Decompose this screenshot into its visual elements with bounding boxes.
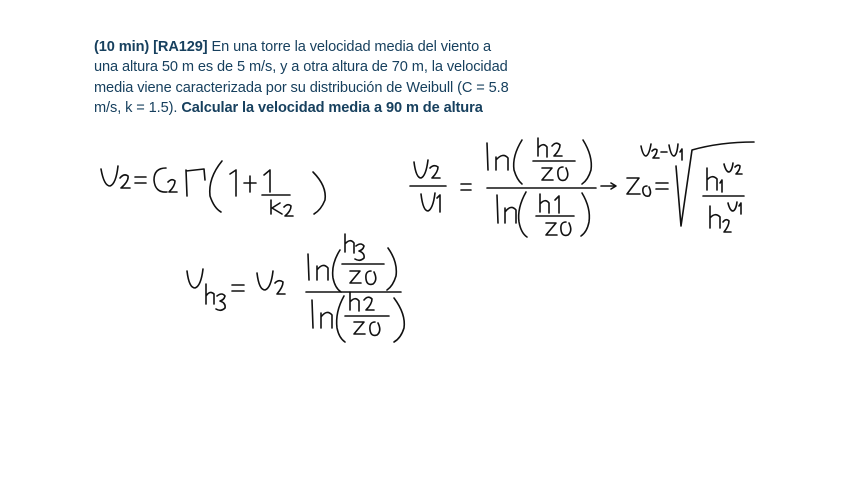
problem-time: (10 min) [94, 39, 150, 55]
problem-code: [RA129] [153, 39, 208, 55]
handwritten-weibull-equation [101, 161, 325, 216]
problem-request: Calcular la velocidad media a 90 m de altura [181, 99, 483, 116]
handwritten-h3-equation [187, 234, 404, 342]
handwritten-ratio-equation [410, 138, 754, 237]
problem-text: En una torre la velocidad media del viento a una altura 50 m es de 5 m/s, y a otra altura de 70 m, la velocidad media viene caracterizada por su distribución de Weibull (C = 5.8 m/s, k = 1.5). [94, 39, 509, 116]
